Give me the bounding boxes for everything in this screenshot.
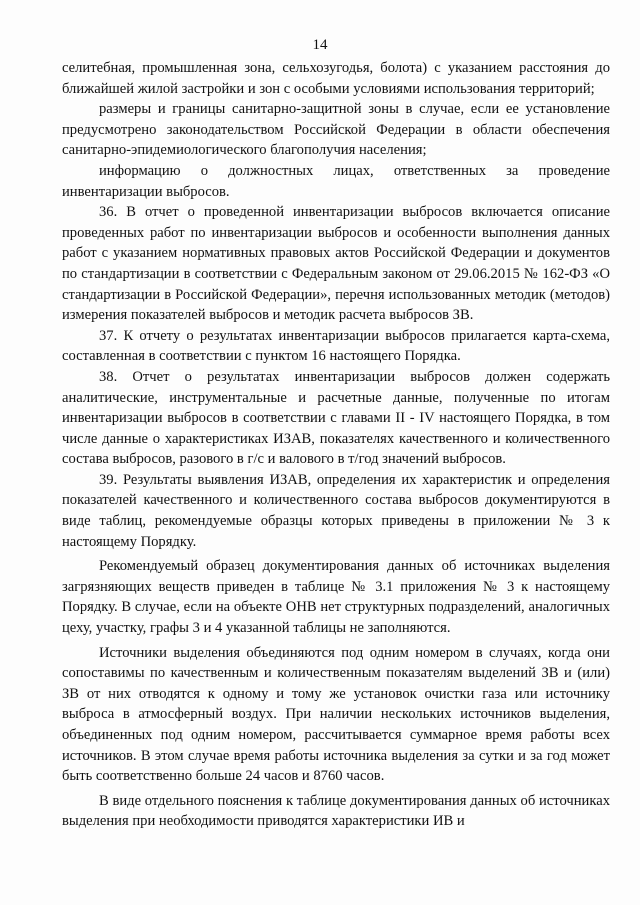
paragraph-zone-distance: селитебная, промышленная зона, сельхозугодья, болота) с указанием расстояния до ближайшей жилой застройки и зон с особыми условиями использования территорий;	[62, 60, 610, 97]
paragraph-item-38: 38. Отчет о результатах инвентаризации выбросов должен содержать аналитические, инструментальные и расчетные данные, полученные по итогам инвентаризации выбросов в соответствии с главами II - IV настоящего Порядка, в том числе данные о характеристиках ИЗАВ, показателях качественного и количественного состава выбросов, разового в г/с и валового в т/год значений выбросов.	[62, 368, 610, 468]
paragraph-item-39: 39. Результаты выявления ИЗАВ, определения их характеристик и определения показателей качественного и количественного состава выбросов документируются в виде таблиц, рекомендуемые образцы которых приведены в приложении № 3 к настоящему Порядку.	[62, 471, 610, 550]
paragraph-explanation: В виде отдельного пояснения к таблице документирования данных об источниках выделения при необходимости приводятся характеристики ИВ и	[62, 792, 610, 830]
paragraph-sanitary-zone: размеры и границы санитарно-защитной зоны в случае, если ее установление предусмотрено законодательством Российской Федерации в области обеспечения санитарно-эпидемиологического благополучия населения;	[62, 101, 610, 159]
paragraph-item-36: 36. В отчет о проведенной инвентаризации выбросов включается описание проведенных работ по инвентаризации выбросов и особенности выполнения данных работ с указанием нормативных правовых актов Российской Федерации и документов по стандартизации в соответствии с Федеральным законом от 29.06.2015 № 162-ФЗ «О стандартизации в Российской Федерации», перечня использованных методик (методов) измерения показателей выбросов и методик расчета выбросов ЗВ.	[62, 204, 610, 324]
paragraph-table-3-1: Рекомендуемый образец документирования данных об источниках выделения загрязняющих веществ приведен в таблице № 3.1 приложения № 3 к настоящему Порядку. В случае, если на объекте ОНВ нет структурных подразделений, аналогичных цеху, участку, графы 3 и 4 указанной таблицы не заполняются.	[62, 558, 610, 637]
paragraph-item-37: 37. К отчету о результатах инвентаризации выбросов прилагается карта-схема, составленная в соответствии с пунктом 16 настоящего Порядка.	[62, 327, 610, 365]
paragraph-emission-sources: Источники выделения объединяются под одним номером в случаях, когда они сопоставимы по качественным и количественным показателям выделений ЗВ и (или) ЗВ от них отводятся к одному и тому же установок очистки газа или источнику выброса в атмосферный воздух. При наличии нескольких источников выделения, объединенных под одним номером, рассчитывается суммарное время работы всех источников. В этом случае время работы источника выделения за сутки и за год может быть соответственно больше 24 часов и 8760 часов.	[62, 644, 610, 785]
document-body	[62, 58, 610, 832]
paragraph-responsible-persons: информацию о должностных лицах, ответственных за проведение инвентаризации выбросов.	[62, 162, 610, 200]
page-number: 14	[312, 37, 328, 53]
